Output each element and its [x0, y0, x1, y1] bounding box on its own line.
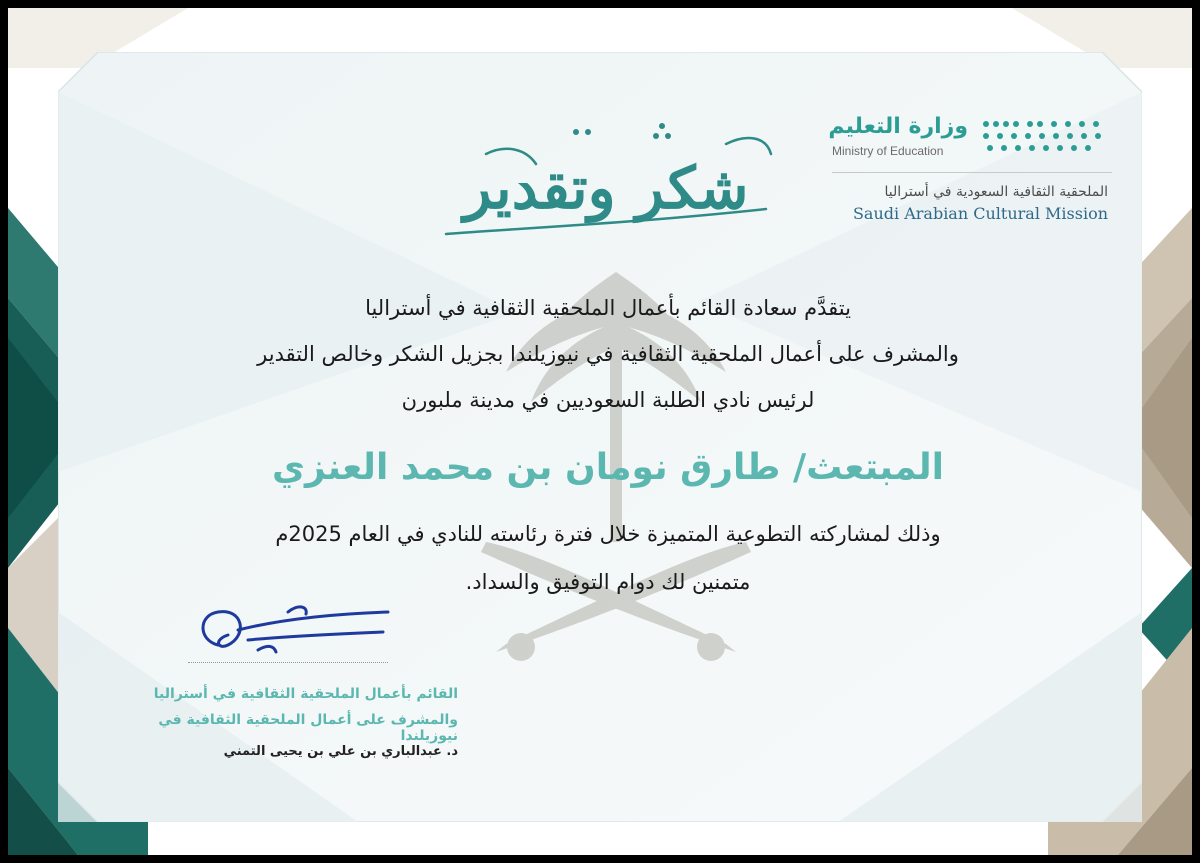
- logo-divider: [832, 172, 1112, 173]
- title-text: شكر وتقدير: [463, 154, 749, 222]
- signature-line: [188, 662, 388, 663]
- mission-name-ar: الملحقية الثقافية السعودية في أستراليا: [884, 184, 1108, 200]
- ministry-name-en: Ministry of Education: [832, 144, 944, 158]
- certificate-title: [426, 114, 786, 244]
- body-line-5: متمنين لك دوام التوفيق والسداد.: [465, 570, 751, 594]
- ministry-name-ar: وزارة التعليم: [828, 114, 968, 139]
- certificate-card: [58, 52, 1142, 822]
- body-line-1: يتقدَّم سعادة القائم بأعمال الملحقية الثقافية في أستراليا: [365, 296, 851, 320]
- moe-dots-icon: [978, 116, 1108, 156]
- body-line-4: وذلك لمشاركته التطوعية المتميزة خلال فترة رئاسته للنادي في العام 2025م: [275, 522, 941, 546]
- body-line-2: والمشرف على أعمال الملحقية الثقافية في نيوزيلندا بجزيل الشكر وخالص التقدير: [257, 342, 959, 366]
- ministry-logo: [828, 112, 1118, 232]
- signatory-title-line-2: والمشرف على أعمال الملحقية الثقافية في نيوزيلندا: [158, 712, 458, 744]
- body-line-3: لرئيس نادي الطلبة السعوديين في مدينة ملبورن: [401, 388, 815, 412]
- handwritten-signature: [188, 600, 398, 660]
- signatory-name: د. عبدالباري بن علي بن يحيى التمني: [223, 744, 458, 759]
- recipient-name: المبتعث/ طارق نومان بن محمد العنزي: [272, 447, 944, 488]
- signatory-title-line-1: القائم بأعمال الملحقية الثقافية في أستراليا: [153, 686, 458, 702]
- mission-name-en: Saudi Arabian Cultural Mission: [852, 204, 1108, 223]
- certificate-sheet: [8, 8, 1192, 855]
